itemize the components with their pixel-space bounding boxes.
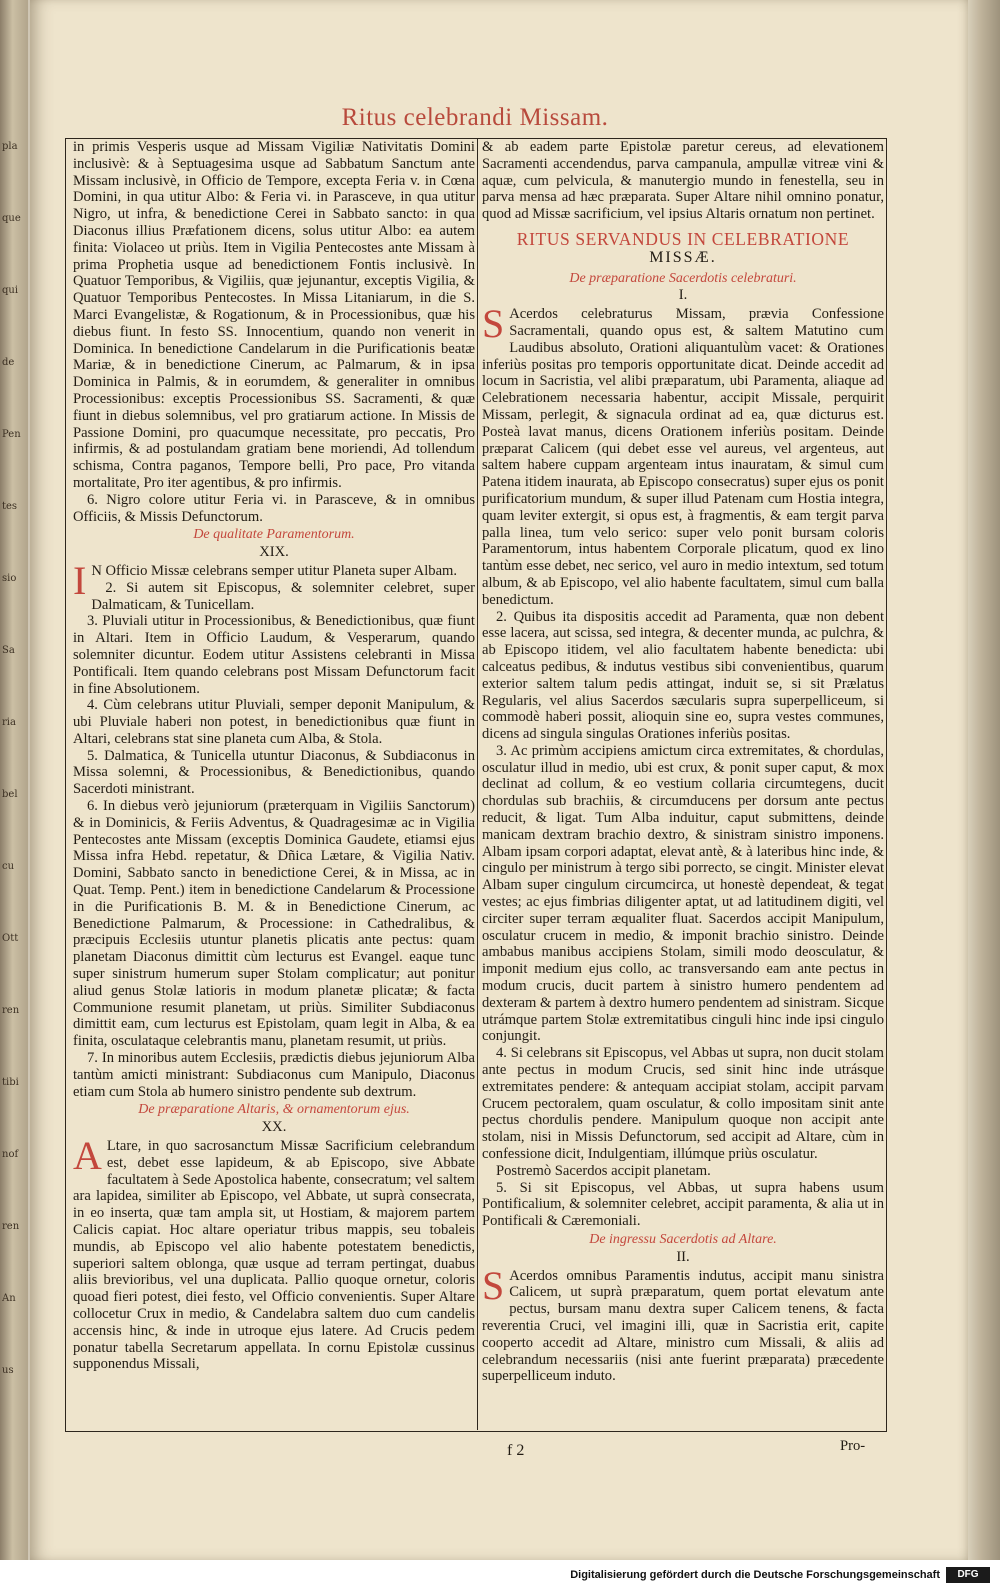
paragraph: 4. Cùm celebrans utitur Pluviali, semper deponit Manipulum, & ubi Pluviale haberi non potest, in benedictionibus quæ fiunt in Altari, celebrans stat sine planeta cum Alba, & Stola. — [73, 697, 475, 747]
drop-cap-initial: I — [73, 557, 87, 603]
column-rule — [477, 138, 478, 1430]
left-column — [73, 139, 475, 1429]
paragraph: 7. In minoribus autem Ecclesiis, prædictis diebus jejuniorum Alba tantùm amicti ministrant: Subdiaconus cum Manipulo, Diaconus etiam cum Stola ab humero sinistro pendente sub dextrum. — [73, 1050, 475, 1100]
paragraph: 2. Quibus ita dispositis accedit ad Paramenta, quæ non debent esse lacera, aut scissa, sed integra, & decenter munda, ac pulchra, & ab Episcopo itidem, vel alio facultatem habente benedicta: ubi calceatus pedibus, & indutus vestibus sibi convenientibus, quarum exterior saltem talum pedis attingat, induit se, si sit Prælatus Regularis, vel alius Sacerdos sæcularis supra superpelliceum, si commodè haberi possit, alioquin sine eo, supra vestes communes, dicens ad singula singulas Orationes inferiùs positas. — [482, 608, 884, 743]
paragraph-with-initial — [482, 1262, 884, 1386]
facing-page-fragment: ren — [2, 1221, 20, 1232]
paragraph: 2. Si autem sit Episcopus, & solemniter celebret, super Dalmaticam, & Tunicellam. — [91, 579, 475, 613]
facing-page-fragment: sio — [2, 573, 17, 584]
facing-page-fragment: Ott — [2, 933, 19, 944]
right-column — [482, 139, 884, 1429]
running-title: Ritus celebrandi Missam. — [341, 104, 609, 131]
paragraph: in primis Vesperis usque ad Missam Vigiliæ Nativitatis Domini inclusivè: & à Septuagesima usque ad Sabbatum Sanctum ante Missam inclusivè, in Officio de Tempore, excepta Feria v. in Cœna Domini, in qua utitur Albo: & Feria vi. in Parasceve, in qua utitur Nigro, ut infra, & benedictione Cerei in Sabbato sancto: in qua Diaconus illius Præfationem dicens, solus utitur Albo: ea autem finita: Violaceo ut priùs. Item in Vigilia Pentecostes ante Missam à prima Prophetia usque ad benedictionem Fontis inclusivè. In Quatuor Temporibus, & Vigiliis, quæ jejunantur, exceptis Vigilia, & Quatuor Temporibus Pentecostes. In Missa Litaniarum, in die S. Marci Evangelistæ, & Rogationum, & in Processionibus, quæ his diebus fiunt. In festo SS. Innocentium, quando non venerit in Dominica. In benedictione Candelarum in die Purificationis beatæ Mariæ, & in benedictione Cinerum, ac Palmarum, & in ipsa Dominica in Palmis, & in eorumdem, & generaliter in omnibus Processionibus: exceptis Processionibus SS. Sacramenti, & quæ fiunt in diebus solemnibus, vel pro gratiarum actione. In Missis de Passione Domini, pro quacumque necessitate, pro peccatis, Pro infirmis, & ad postulandam gratiam bene moriendi, Ad tollendum schisma, Contra paganos, Tempore belli, Pro pace, Pro vitanda mortalitate, Pro iter agentibus, & pro infirmis. — [73, 139, 475, 491]
section-number: II. — [676, 1248, 690, 1265]
paragraph: 6. In diebus verò jejuniorum (præterquam in Vigiliis Sanctorum) & in Dominicis, & Feriis Adventus, & Quadragesimæ ac in Vigilia Pentecostes ante Missam (exceptis Dominica Gaudete, etiamsi ejus Missa infra Hebd. repetatur, & Dñica Lætare, & Vigilia Nativ. Domini, Sabbato sancto in benedictione Cerei, & in Missa, ac in Quat. Temp. Pent.) item in benedictione Candelarum & Processione in die Purificationis B. M. & in Benedictione Cinerum, ac Benedictione Palmarum, & Processione: in Cathedralibus, & præcipuis Ecclesiis utuntur planetis plicatis ante pectus: quam planetam Diaconus dimittit cùm lecturus est Evangel. eaque tunc super sinistrum humerum super Stolam complicatur; aut ponitur aliud genus Stolæ latioris in modum planetæ plicatæ; & facta Communione resumit planetam, ut priùs. Similiter Subdiaconus dimittit eam, cum lecturus est Epistolam, quam legit in Alba, & ea finita, osculataque celebrantis manu, planetam resumit, ut priùs. — [73, 798, 475, 1050]
signature-mark: f 2 — [507, 1442, 525, 1459]
facing-page-fragment: bel — [2, 789, 18, 800]
paragraph-with-initial — [482, 301, 884, 608]
facing-page-edge — [0, 0, 28, 1560]
facing-page-fragment: tibi — [2, 1077, 19, 1088]
facing-page-fragment: qui — [2, 285, 19, 296]
paragraph-with-initial — [73, 1133, 475, 1373]
drop-cap-initial: A — [73, 1133, 102, 1179]
paragraph: & ab eadem parte Epistolæ paretur cereus, ad elevationem Sacramenti accendendus, parva campanula, ampullæ vitreæ vini & aquæ, cum pelvicula, & manutergio mundo in fenestella, seu in parva mensa ad hæc præparata. Super Altare nihil omnino ponatur, quod ad Missæ sacrificium, vel ipsius Altaris ornatum non pertinet. — [482, 139, 884, 223]
paragraph: 3. Ac primùm accipiens amictum circa extremitates, & chordulas, osculatur illud in medio, ubi est crux, & ponit super caput, & mox declinat ad collum, & eo vestium collaria circumtegens, ducit chordulas sub brachiis, & circumducens per dorsum ante pectus reducit, & ligat. Tum Alba induitur, caput submittens, deinde manicam dextram brachio dextro, & sinistram sinistro imponens. Albam ipsam corpori adaptat, elevat antè, & à lateribus hinc inde, & cingulo per ministrum à tergo sibi porrecto, se cingit. Minister elevat Albam super cingulum circumcirca, ut honestè dependeat, & tegat vestes; ac ejus fimbrias diligenter aptat, ut ad latitudinem digiti, vel circiter super terram æqualiter fluat. Sacerdos accipit Manipulum, osculatur crucem in medio, & imponit brachio sinistro. Deinde ambabus manibus accipiens Stolam, simili modo deosculatur, & imponit medium ejus collo, ac transversando eam ante pectus in modum crucis, ducit partem à sinistro humero pendentem ad dexteram & partem à dextro humero pendentem ad sinistram. Sicque utrámque partem Stolæ extremitatibus cinguli hinc inde ipsi cingulo conjungit. — [482, 742, 884, 1045]
digitization-footer — [0, 1560, 1000, 1591]
catchword: Pro- — [840, 1438, 866, 1454]
paragraph: 6. Nigro colore utitur Feria vi. in Parasceve, & in omnibus Officiis, & Missis Defunctorum. — [73, 491, 475, 525]
section-heading: De qualitate Paramentorum. — [193, 527, 355, 543]
facing-page-fragment: us — [2, 1365, 14, 1376]
facing-page-fragment: ria — [2, 717, 16, 728]
funding-credit: Digitalisierung gefördert durch die Deutsche Forschungsgemeinschaft — [570, 1569, 940, 1581]
paragraph-text: Acerdos omnibus Paramentis indutus, accipit manu sinistra Calicem, ut suprà præparatum, quem portat elevatum ante pectus, bursam manu dextra super Calicem tenens, & facta reverentia Cruci, vel imagini illi, quæ in Sacristia erit, capite cooperto accedit ad Altare, ministro cum Missali, & aliis ad celebrandum necessariis (nisi ante fuerint præparata) præcedente superpelliceum induto. — [482, 1267, 884, 1385]
paragraph-text: Ltare, in quo sacrosanctum Missæ Sacrificium celebrandum est, debet esse lapideum, & ab Episcopo, sive Abbate facultatem à Sede Apostolica habente, consecratum; vel saltem ara lapidea, similiter ab Episcopo, vel Abbate, ut suprà consecrata, in eo inserta, quæ tam ampla sit, ut Hostiam, & majorem partem Calicis capiat. Hoc altare operiatur tribus mappis, seu tobaleis mundis, ab Episcopo vel alio habente potestatem benedictis, superiori saltem oblonga, quæ usque ad terram pertingat, duabus aliis brevioribus, vel una duplicata. Pallio quoque ornetur, coloris quoad fieri potest, diei festo, vel Officio convenientis. Super Altare collocetur Crux in medio, & Candelabra saltem duo cum candelis accensis hinc, & inde in utroque ejus latere. Ad Crucis pedem ponatur tabella Secretarum appellata. In cornu Epistolæ cussinus supponendus Missali, — [73, 1138, 475, 1373]
chapter-heading: RITUS SERVANDUS IN CELEBRATIONE — [516, 228, 850, 249]
right-page-edge — [968, 0, 1000, 1560]
facing-page-fragment: An — [2, 1293, 16, 1304]
section-heading: De præparatione Altaris, & ornamentorum ejus. — [138, 1102, 410, 1118]
paragraph: Postremò Sacerdos accipit planetam. — [496, 1162, 711, 1179]
paragraph: 3. Pluviali utitur in Processionibus, & Benedictionibus, quæ fiunt in Altari. Item in Officio Laudum, & Vesperarum, quando solemniter dicuntur. Eodem utitur Assistens celebranti in Missa Pontificali. Item quando celebrans post Missam Defunctorum facit in fine Absolutionem. — [73, 613, 475, 697]
paragraph-text: N Officio Missæ celebrans semper utitur Planeta super Albam. — [91, 562, 458, 579]
chapter-subheading: MISSÆ. — [649, 248, 717, 266]
paragraph: 5. Si sit Episcopus, vel Abbas, ut supra habens usum Pontificalium, & solemniter celebret, accipit paramenta, & alia ut in Pontificali & Cæremoniali. — [482, 1179, 884, 1230]
facing-page-fragment: Pen — [2, 429, 21, 440]
facing-page-fragment: Sa — [2, 645, 15, 656]
facing-page-fragment: ren — [2, 1005, 20, 1016]
drop-cap-initial: S — [482, 1262, 505, 1308]
section-heading: De præparatione Sacerdotis celebraturi. — [569, 270, 797, 286]
paragraph-text: Acerdos celebraturus Missam, prævia Confessione Sacramentali, quando opus est, & saltem Matutino cum Laudibus absoluto, Orationi aliquantulùm vacet: & Orationes inferiùs positas pro temporis opportunitate dicat. Deinde accedit ad locum in Sacristia, vel alibi præparatum, ubi Paramenta, aliaque ad Celebrationem necessaria habentur, accipit Missale, perquirit Missam, perlegit, & signacula ordinat ad ea, quæ dicturus est. Posteà lavat manus, dicens Orationem inferiùs positam. Deinde præparat Calicem (qui debet esse vel aureus, vel argenteus, aut saltem habere cuppam argenteam intus inauratam, & simul cum Patena itidem inaurata, ab Episcopo consecratus) super ejus os ponit purificatorium mundum, & super illud Patenam cum Hostia integra, quam leviter extergit, si opus est, à fragmentis, & eam tergit parva palla linea, tum velo serico: super velo ponit bursam coloris Paramentorum, intus habentem Corporale plicatum, quod ex lino tantùm esse debet, nec serico, vel auro in medio intextum, sed totum album, & ab Episcopo, vel alio habente facultatem, simul cum balla benedictum. — [482, 306, 884, 608]
facing-page-fragment: de — [2, 357, 15, 368]
drop-cap-initial: S — [482, 301, 505, 347]
section-number: XIX. — [259, 544, 289, 561]
paragraph: 4. Si celebrans sit Episcopus, vel Abbas ut supra, non ducit stolam ante pectus in modum Crucis, sed sinit hinc inde utrásque extremitates pendere: & antequam accipiat stolam, accipit parvam Crucem pectoralem, quam osculatur, & collo impositam sinit ante pectus chordulis pendere. Manipulum quoque non accipit ante stolam, nisi in Missis Defunctorum, sed accipit ad Altare, cùm in confessione dicit, Indulgentiam, illúmque priùs osculatur. — [482, 1045, 884, 1163]
facing-page-fragment: tes — [2, 501, 18, 512]
section-heading: De ingressu Sacerdotis ad Altare. — [589, 1232, 777, 1247]
section-number: I. — [678, 287, 688, 304]
dfg-logo: DFG — [946, 1567, 990, 1583]
facing-page-fragment: que — [2, 213, 21, 224]
facing-page-fragment: cu — [2, 861, 15, 872]
facing-page-fragment: nof — [2, 1149, 19, 1160]
facing-page-fragment: pla — [2, 141, 18, 152]
paragraph: 5. Dalmatica, & Tunicella utuntur Diaconus, & Subdiaconus in Missa solemni, & Processionibus, & Benedictionibus, quando Sacerdoti ministrant. — [73, 747, 475, 798]
section-number: XX. — [261, 1119, 287, 1136]
